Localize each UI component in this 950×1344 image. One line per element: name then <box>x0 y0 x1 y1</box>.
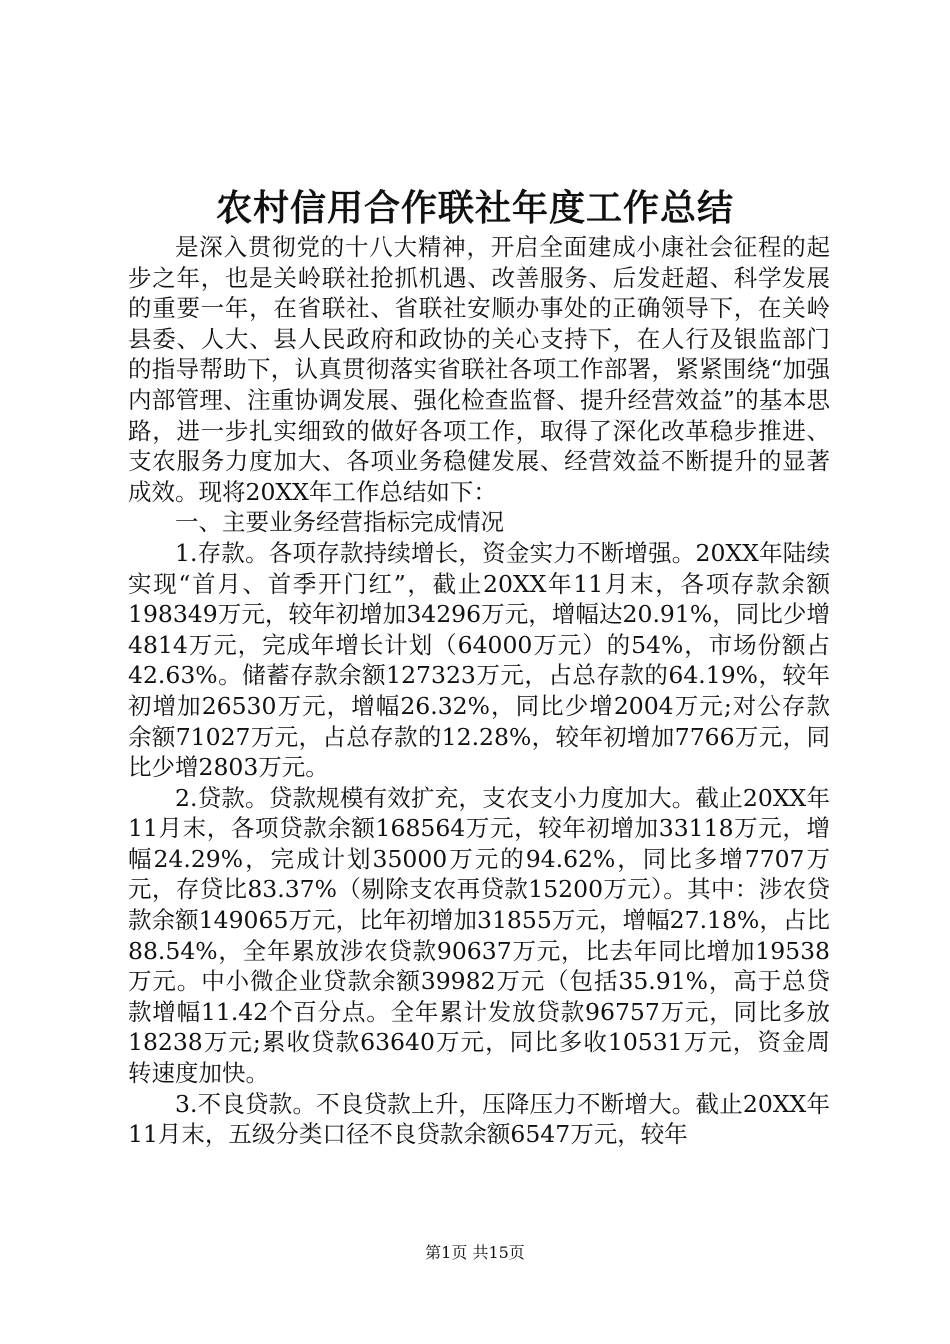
deposits-paragraph: 1.存款。各项存款持续增长，资金实力不断增强。20XX年陆续实现“首月、首季开门红”，截止20XX年11月末，各项存款余额198349万元，较年初增加34296万元，增幅达20.91%，同比少增4814万元，完成年增长计划（64000万元）的54%，市场份额占42.63%。储蓄存款余额127323万元，占总存款的64.19%，较年初增加26530万元，增幅26.32%，同比少增2004万元;对公存款余额71027万元，占总存款的12.28%，较年初增加7766万元，同比少增2803万元。 <box>128 538 830 782</box>
page-number-footer: 第1页 共15页 <box>425 1243 525 1262</box>
section-heading: 一、主要业务经营指标完成情况 <box>175 508 504 537</box>
bad-loans-paragraph: 3.不良贷款。不良贷款上升，压降压力不断增大。截止20XX年11月末，五级分类口径不良贷款余额6547万元，较年 <box>128 1089 830 1149</box>
loans-paragraph: 2.贷款。贷款规模有效扩充，支农支小力度加大。截止20XX年11月末，各项贷款余额168564万元，较年初增加33118万元，增幅24.29%，完成计划35000万元的94.62%，同比多增7707万元，存贷比83.37%（剔除支农再贷款15200万元）。其中：涉农贷款余额149065万元，比年初增加31855万元，增幅27.18%，占比88.54%，全年累放涉农贷款90637万元，比去年同比增加19538万元。中小微企业贷款余额39982万元（包括35.91%，高于总贷款增幅11.42个百分点。全年累计发放贷款96757万元，同比多放18238万元;累收贷款63640万元，同比多收10531万元，资金周转速度加快。 <box>128 783 830 1088</box>
intro-paragraph: 是深入贯彻党的十八大精神，开启全面建成小康社会征程的起步之年，也是关岭联社抢抓机遇、改善服务、后发赶超、科学发展的重要一年，在省联社、省联社安顺办事处的正确领导下，在关岭县委、人大、县人民政府和政协的关心支持下，在人行及银监部门的指导帮助下，认真贯彻落实省联社各项工作部署，紧紧围绕“加强内部管理、注重协调发展、强化检查监督、提升经营效益”的基本思路，进一步扎实细致的做好各项工作，取得了深化改革稳步推进、支农服务力度加大、各项业务稳健发展、经营效益不断提升的显著成效。现将20XX年工作总结如下： <box>128 233 830 506</box>
page-title: 农村信用合作联社年度工作总结 <box>215 187 734 229</box>
document-body <box>128 232 830 1150</box>
